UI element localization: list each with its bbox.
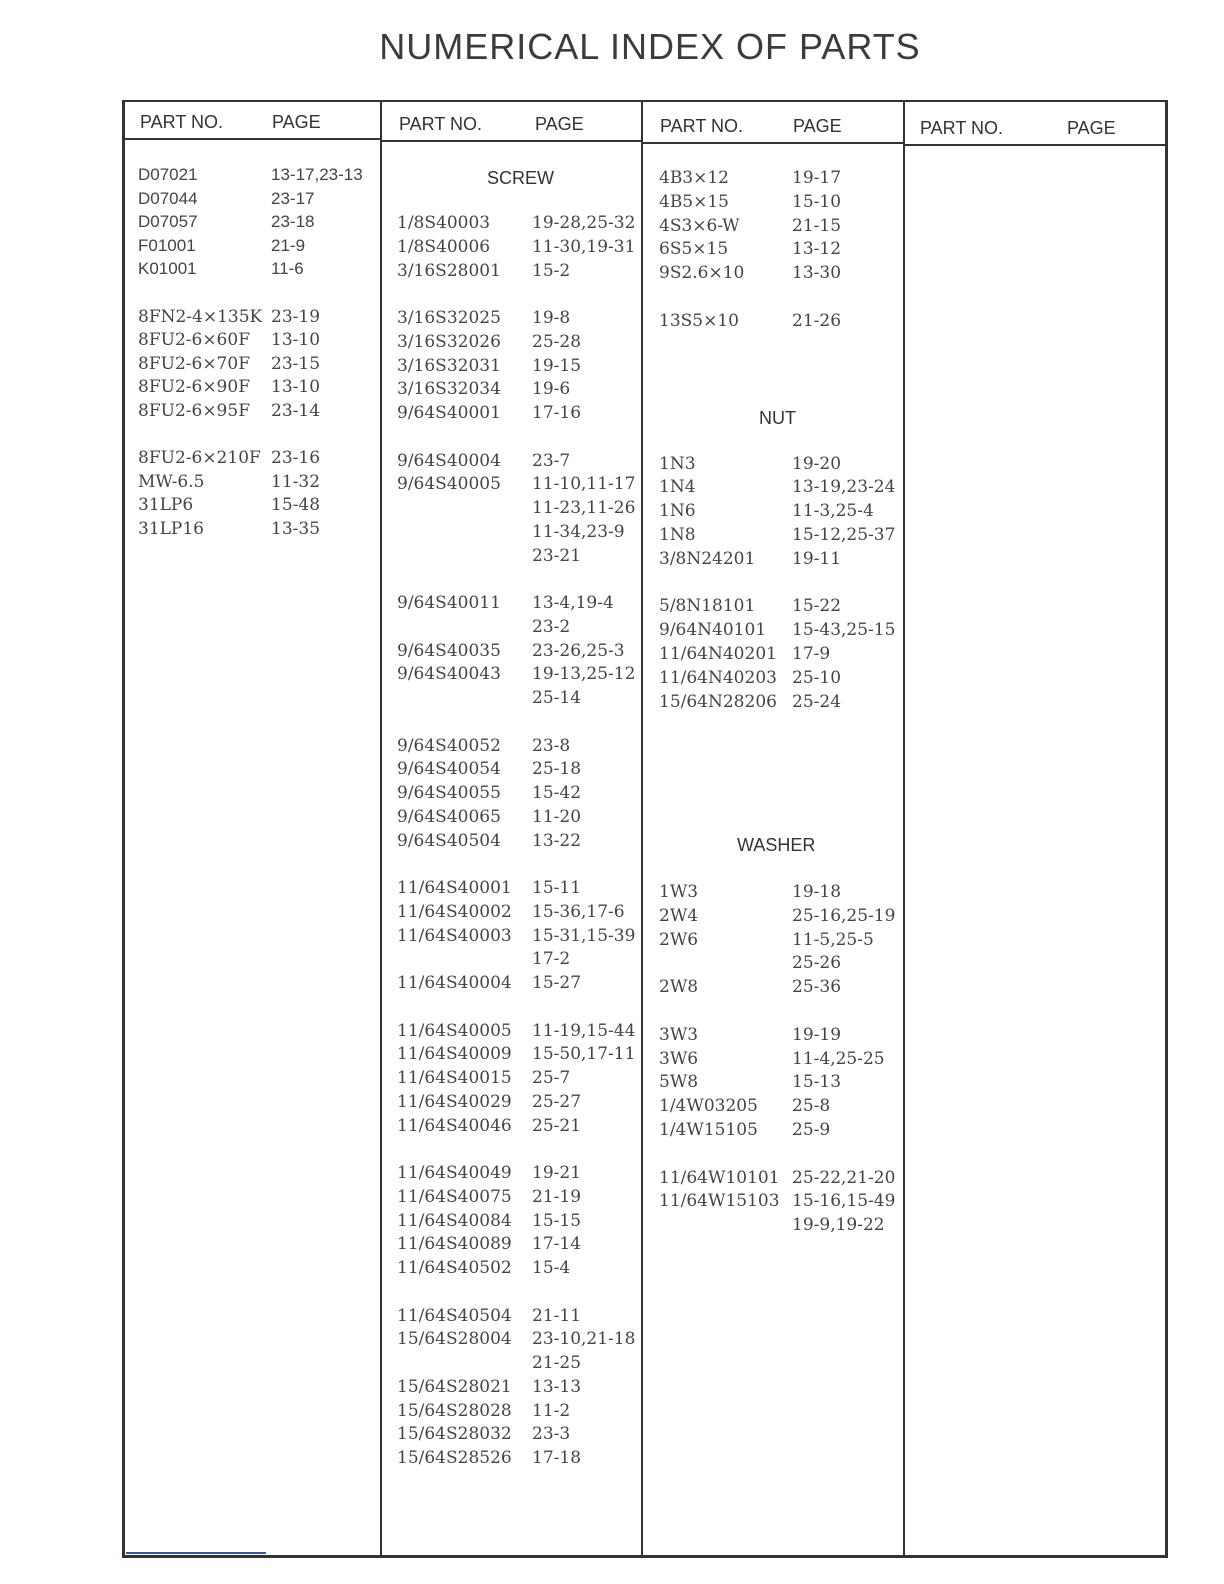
page-reference: 13-22: [532, 830, 582, 851]
part-number: D07057: [138, 212, 198, 232]
part-number: 3/16S28001: [397, 260, 501, 281]
page-reference: 13-17,23-13: [271, 165, 363, 184]
part-number: 9/64N40101: [659, 620, 767, 641]
part-number: 11/64S40015: [397, 1068, 512, 1088]
part-number: 9/64S40011: [397, 593, 501, 613]
page-reference: 11-19,15-44: [532, 1020, 636, 1041]
part-number: 3/16S32026: [397, 331, 501, 352]
page-reference: 15-12,25-37: [792, 525, 896, 545]
part-number: 11/64S40084: [397, 1210, 512, 1231]
part-number: 8FU2-6×70F: [138, 353, 250, 374]
page-reference: 11-23,11-26: [532, 498, 636, 518]
header-part-no: PART NO.: [920, 118, 1004, 138]
part-number: 6S5×15: [659, 239, 729, 260]
part-number: 4B5×15: [659, 191, 730, 212]
page-reference: 25-16,25-19: [792, 905, 896, 926]
page-reference: 13-10: [271, 377, 321, 398]
page-reference: 19-17: [792, 168, 842, 188]
page-reference: 25-22,21-20: [792, 1167, 896, 1188]
page-reference: 13-13: [532, 1376, 582, 1397]
page-reference: 23-21: [532, 545, 582, 566]
page-reference: 15-10: [792, 191, 842, 212]
page-reference: 15-42: [532, 783, 582, 803]
page-reference: 15-48: [271, 495, 321, 516]
part-number: 15/64S28028: [397, 1400, 512, 1421]
page-reference: 23-18: [271, 212, 315, 232]
page-reference: 23-26,25-3: [532, 640, 625, 661]
page-reference: 15-43,25-15: [792, 620, 896, 641]
part-number: 1/8S40003: [397, 213, 491, 233]
page-reference: 11-10,11-17: [532, 474, 636, 495]
page-reference: 11-6: [271, 259, 304, 279]
page-reference: 25-27: [532, 1091, 582, 1112]
part-number: 3/16S32034: [397, 379, 501, 400]
header-page: PAGE: [1067, 118, 1116, 138]
page-reference: 25-36: [792, 977, 842, 998]
part-number: 11/64S40049: [397, 1163, 512, 1183]
part-number: 2W8: [659, 977, 699, 998]
page-reference: 23-3: [532, 1424, 571, 1445]
page-reference: 21-9: [271, 235, 306, 255]
page-reference: 25-18: [532, 759, 582, 780]
part-number: 15/64S28526: [397, 1448, 512, 1468]
header-page: PAGE: [793, 116, 842, 136]
part-number: 11/64S40003: [397, 925, 512, 946]
page-reference: 17-16: [532, 403, 582, 423]
page-reference: 11-34,23-9: [532, 521, 625, 542]
page-reference: 13-35: [271, 519, 321, 539]
page-reference: 15-36,17-6: [532, 901, 625, 922]
page-reference: 21-11: [532, 1305, 582, 1326]
part-number: F01001: [138, 235, 196, 255]
header-rule: [380, 140, 643, 142]
page-reference: 13-19,23-24: [792, 477, 896, 498]
header-rule: [903, 144, 1166, 146]
page-reference: 23-16: [271, 448, 321, 469]
part-number: 31LP6: [138, 495, 194, 516]
page-reference: 15-2: [532, 260, 571, 281]
page-reference: 23-19: [271, 306, 321, 327]
page-reference: 15-27: [532, 973, 582, 993]
page-reference: 13-4,19-4: [532, 593, 614, 613]
part-number: 15/64S28032: [397, 1424, 512, 1445]
page-reference: 17-2: [532, 949, 571, 970]
header-page: PAGE: [272, 112, 321, 132]
page-reference: 13-10: [271, 330, 321, 351]
page-reference: 19-18: [792, 882, 842, 902]
page-reference: 23-8: [532, 735, 571, 756]
part-number: 9/64S40055: [397, 783, 501, 803]
page-reference: 25-21: [532, 1115, 582, 1136]
part-number: 15/64N28206: [659, 691, 777, 712]
part-number: 1W3: [659, 882, 699, 902]
part-number: 9/64S40043: [397, 664, 501, 685]
part-number: 1N3: [659, 453, 696, 474]
header-rule: [124, 138, 382, 140]
column-divider: [380, 100, 382, 1558]
page-reference: 23-7: [532, 450, 571, 471]
part-number: 11/64S40075: [397, 1186, 512, 1207]
page-reference: 23-10,21-18: [532, 1329, 636, 1350]
page-reference: 25-26: [792, 953, 842, 974]
section-title-screw: SCREW: [487, 168, 554, 188]
part-number: 15/64S28021: [397, 1376, 512, 1397]
part-number: 9/64S40005: [397, 474, 501, 495]
header-part-no: PART NO.: [140, 112, 224, 132]
page-reference: 25-14: [532, 688, 582, 708]
part-number: 1N8: [659, 525, 696, 545]
part-number: 2W4: [659, 905, 699, 926]
page-reference: 11-20: [532, 806, 582, 827]
part-number: 11/64S40004: [397, 973, 512, 993]
page-reference: 11-30,19-31: [532, 236, 636, 257]
page-reference: 21-15: [792, 215, 842, 236]
part-number: 11/64S40504: [397, 1305, 512, 1326]
part-number: 11/64S40502: [397, 1258, 512, 1278]
scan-mark: [126, 1552, 266, 1554]
part-number: 11/64W15103: [659, 1191, 780, 1212]
page-reference: 11-32: [271, 471, 321, 492]
part-number: 9/64S40001: [397, 403, 501, 423]
page-reference: 25-9: [792, 1120, 831, 1140]
column-divider: [641, 100, 643, 1558]
page-reference: 23-17: [271, 188, 315, 208]
part-number: 1N4: [659, 477, 696, 498]
part-number: 8FU2-6×60F: [138, 330, 250, 351]
page-reference: 23-14: [271, 401, 321, 421]
header-part-no: PART NO.: [660, 116, 744, 136]
part-number: 11/64S40089: [397, 1234, 512, 1255]
header-page: PAGE: [535, 114, 584, 134]
part-number: 3W6: [659, 1048, 699, 1069]
part-number: 9/64S40504: [397, 830, 501, 851]
page-reference: 25-7: [532, 1068, 571, 1088]
page-reference: 19-6: [532, 379, 571, 400]
column-divider: [903, 100, 905, 1558]
page-reference: 25-10: [792, 667, 842, 688]
part-number: 11/64N40203: [659, 667, 777, 688]
part-number: D07044: [138, 188, 198, 208]
header-part-no: PART NO.: [399, 114, 483, 134]
part-number: 11/64S40009: [397, 1044, 512, 1065]
part-number: 11/64S40029: [397, 1091, 512, 1112]
page-reference: 17-9: [792, 644, 831, 664]
page-reference: 19-15: [532, 355, 582, 376]
part-number: 13S5×10: [659, 310, 739, 331]
page-reference: 17-14: [532, 1234, 582, 1255]
part-number: 11/64S40005: [397, 1020, 512, 1041]
page-reference: 19-13,25-12: [532, 664, 636, 685]
part-number: K01001: [138, 259, 197, 279]
part-number: 3/16S32031: [397, 355, 501, 376]
page-reference: 13-30: [792, 263, 842, 284]
part-number: 5/8N18101: [659, 596, 756, 617]
section-title-nut: NUT: [759, 408, 796, 428]
page-reference: 15-31,15-39: [532, 925, 636, 946]
part-number: 2W6: [659, 929, 699, 950]
part-number: 11/64W10101: [659, 1167, 780, 1188]
page-reference: 25-24: [792, 691, 842, 712]
page-reference: 15-16,15-49: [792, 1191, 896, 1212]
part-number: 9S2.6×10: [659, 263, 745, 284]
page-reference: 15-50,17-11: [532, 1044, 636, 1065]
part-number: 31LP16: [138, 519, 204, 539]
part-number: 3W3: [659, 1024, 699, 1045]
part-number: 8FU2-6×90F: [138, 377, 250, 398]
page-reference: 23-15: [271, 353, 321, 374]
page-reference: 19-8: [532, 308, 571, 328]
page-reference: 19-11: [792, 548, 842, 569]
page-reference: 15-4: [532, 1258, 571, 1278]
page-reference: 17-18: [532, 1448, 582, 1468]
page-reference: 15-15: [532, 1210, 582, 1231]
part-number: 8FU2-6×210F: [138, 448, 261, 469]
page-reference: 25-28: [532, 331, 582, 352]
page-reference: 21-25: [532, 1353, 582, 1373]
part-number: 3/8N24201: [659, 548, 756, 569]
page-reference: 19-20: [792, 453, 842, 474]
part-number: 11/64N40201: [659, 644, 777, 664]
part-number: 9/64S40035: [397, 640, 501, 661]
page-reference: 15-13: [792, 1072, 842, 1093]
part-number: 11/64S40002: [397, 901, 512, 922]
part-number: 9/64S40052: [397, 735, 501, 756]
page-reference: 15-22: [792, 596, 842, 617]
section-title-washer: WASHER: [737, 835, 816, 855]
part-number: 11/64S40001: [397, 878, 512, 898]
part-number: 3/16S32025: [397, 308, 501, 328]
part-number: 9/64S40004: [397, 450, 501, 471]
page-reference: 21-26: [792, 310, 842, 331]
page-reference: 11-3,25-4: [792, 501, 874, 522]
page-reference: 11-5,25-5: [792, 929, 874, 950]
part-number: 1/4W15105: [659, 1120, 758, 1140]
part-number: 4B3×12: [659, 168, 730, 188]
page-reference: 19-19: [792, 1024, 842, 1045]
part-number: 4S3×6-W: [659, 215, 740, 236]
page-reference: 13-12: [792, 239, 842, 260]
page-title: NUMERICAL INDEX OF PARTS: [379, 26, 921, 67]
page-reference: 11-4,25-25: [792, 1048, 885, 1069]
page-reference: 21-19: [532, 1186, 582, 1207]
part-number: 1N6: [659, 501, 696, 522]
page-reference: 15-11: [532, 878, 582, 898]
page-reference: 25-8: [792, 1096, 831, 1117]
part-number: 5W8: [659, 1072, 699, 1093]
part-number: MW-6.5: [138, 471, 205, 492]
part-number: 8FU2-6×95F: [138, 401, 250, 421]
page-reference: 11-2: [532, 1400, 571, 1421]
page-reference: 19-21: [532, 1163, 582, 1183]
part-number: 1/4W03205: [659, 1096, 758, 1117]
part-number: 9/64S40054: [397, 759, 501, 780]
header-rule: [641, 142, 905, 144]
part-number: 9/64S40065: [397, 806, 501, 827]
part-number: 15/64S28004: [397, 1329, 512, 1350]
part-number: 8FN2-4×135K: [138, 306, 263, 327]
page-reference: 19-9,19-22: [792, 1215, 885, 1236]
part-number: D07021: [138, 165, 198, 184]
page-reference: 23-2: [532, 616, 571, 637]
part-number: 1/8S40006: [397, 236, 491, 257]
page-reference: 19-28,25-32: [532, 213, 636, 233]
part-number: 11/64S40046: [397, 1115, 512, 1136]
